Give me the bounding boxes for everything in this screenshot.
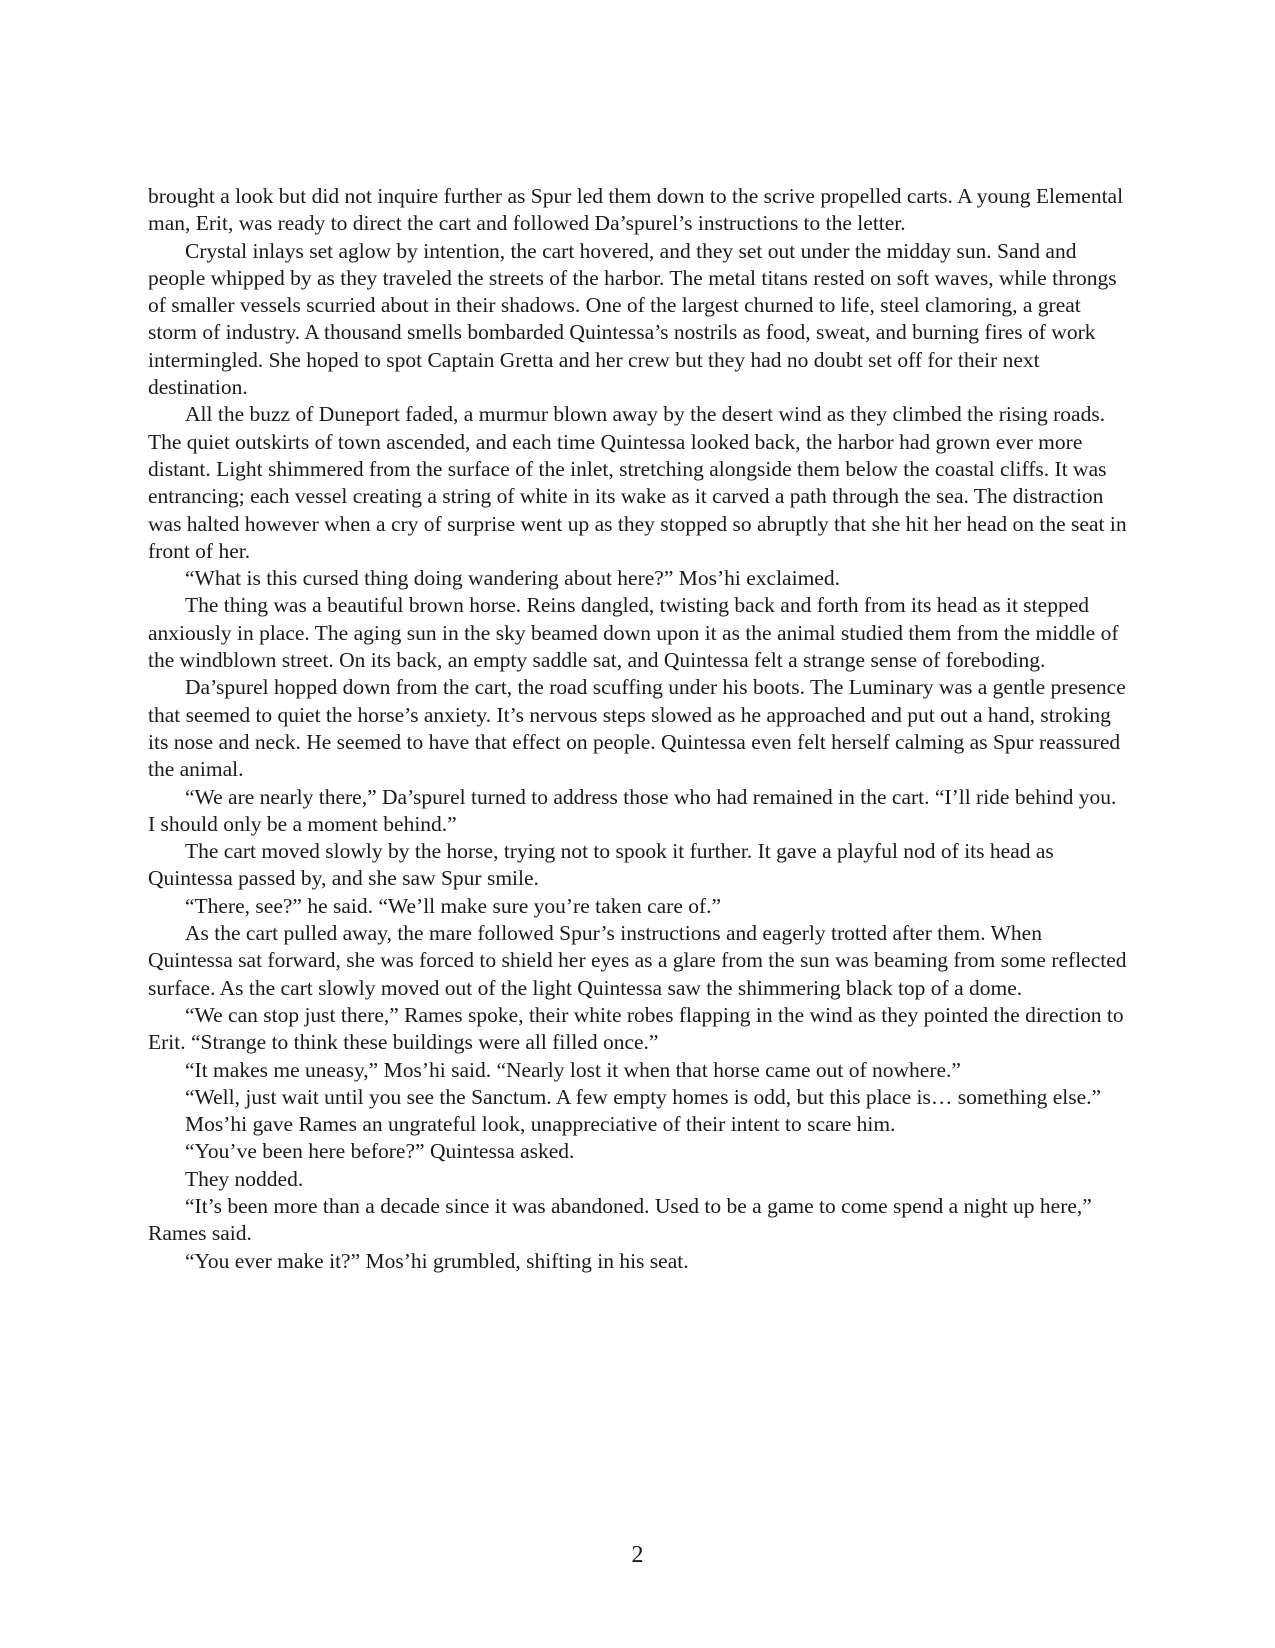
paragraph-10: As the cart pulled away, the mare followed Spur’s instructions and eagerly trotted after them. When Quintessa sat forward, she was forced to shield her eyes as a glare from the sun was beaming from some reflected surface. As the cart slowly moved out of the light Quintessa saw the shimmering black top of a dome. — [148, 921, 1127, 1000]
paragraph-15: “You’ve been here before?” Quintessa asked. — [185, 1139, 575, 1164]
paragraph-11: “We can stop just there,” Rames spoke, their white robes flapping in the wind as they pointed the direction to Erit. “Strange to think these buildings were all filled once.” — [148, 1002, 1124, 1055]
paragraph-8: The cart moved slowly by the horse, trying not to spook it further. It gave a playful nod of its head as Quintessa passed by, and she saw Spur smile. — [148, 839, 1054, 891]
paragraph-5: The thing was a beautiful brown horse. Reins dangled, twisting back and forth from its head as it stepped anxiously in place. The aging sun in the sky beamed down upon it as the animal studied them from the middle of the windblown street. On its back, an empty saddle sat, and Quintessa felt a strange sense of foreboding. — [148, 593, 1119, 673]
paragraph-1: brought a look but did not inquire further as Spur led them down to the scrive propelled carts. A young Elemental man, Erit, was ready to direct the cart and followed Da’spurel’s instructions to the letter. — [148, 184, 1124, 236]
paragraph-13: “Well, just wait until you see the Sanctum. A few empty homes is odd, but this place is… something else.” — [185, 1084, 1102, 1109]
paragraph-2: Crystal inlays set aglow by intention, the cart hovered, and they set out under the midday sun. Sand and people whipped by as they traveled the streets of the harbor. The metal titans rested on soft waves, while throngs of smaller vessels scurried about in their shadows. One of the largest churned to life, steel clamoring, a great storm of industry. A thousand smells bombarded Quintessa’s nostrils as food, sweat, and burning fires of work intermingled. She hoped to spot Captain Gretta and her crew but they had no doubt set off for their next destination. — [148, 238, 1117, 400]
body-text — [148, 183, 1128, 1275]
paragraph-4: “What is this cursed thing doing wandering about here?” Mos’hi exclaimed. — [185, 566, 840, 591]
paragraph-7: “We are nearly there,” Da’spurel turned to address those who had remained in the cart. “I’ll ride behind you. I should only be a moment behind.” — [148, 784, 1117, 836]
paragraph-6: Da’spurel hopped down from the cart, the road scuffing under his boots. The Luminary was a gentle presence that seemed to quiet the horse’s anxiety. It’s nervous steps slowed as he approached and put out a hand, stroking its nose and neck. He seemed to have that effect on people. Quintessa even felt herself calming as Spur reassured the animal. — [148, 675, 1126, 782]
paragraph-3: All the buzz of Duneport faded, a murmur blown away by the desert wind as they climbed the rising roads. The quiet outskirts of town ascended, and each time Quintessa looked back, the harbor had grown ever more distant. Light shimmered from the surface of the inlet, stretching alongside them below the coastal cliffs. It was entrancing; each vessel creating a string of white in its wake as it carved a path through the sea. The distraction was halted however when a cry of surprise went up as they stopped so abruptly that she hit her head on the seat in front of her. — [148, 402, 1127, 563]
paragraph-14: Mos’hi gave Rames an ungrateful look, unappreciative of their intent to scare him. — [185, 1112, 896, 1137]
page-number: 2 — [631, 1542, 644, 1568]
paragraph-12: “It makes me uneasy,” Mos’hi said. “Nearly lost it when that horse came out of nowhere.” — [185, 1057, 961, 1082]
paragraph-18: “You ever make it?” Mos’hi grumbled, shifting in his seat. — [185, 1248, 689, 1273]
paragraph-17: “It’s been more than a decade since it was abandoned. Used to be a game to come spend a night up here,” Rames said. — [148, 1193, 1092, 1246]
paragraph-16: They nodded. — [185, 1166, 304, 1191]
paragraph-9: “There, see?” he said. “We’ll make sure you’re taken care of.” — [185, 893, 722, 918]
